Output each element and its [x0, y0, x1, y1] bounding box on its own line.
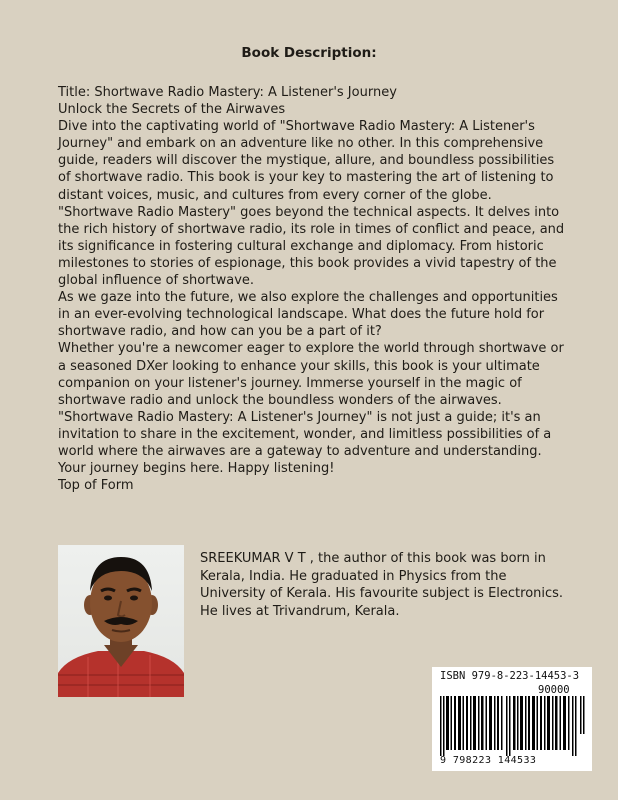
- closing-line: Your journey begins here. Happy listening!: [58, 461, 335, 477]
- description-paragraph: As we gaze into the future, we also explore the challenges and opportunities in an ever-evolving technological landscape. What does the future hold for shortwave radio, and how can you be a part of it?: [58, 290, 558, 340]
- description-paragraph: Whether you're a newcomer eager to explore the world through shortwave or a seasoned DXer looking to enhance your skills, this book is your ultimate companion on your listener's journey. Immerse yourself in the magic of shortwave radio and unlock the boundless wonders of the airwaves.: [58, 341, 564, 408]
- top-of-form-text: Top of Form: [58, 478, 134, 494]
- isbn-barcode: [432, 667, 592, 771]
- tagline: Unlock the Secrets of the Airwaves: [58, 102, 286, 118]
- description-paragraph: "Shortwave Radio Mastery" goes beyond the technical aspects. It delves into the rich history of shortwave radio, its role in times of conflict and peace, and its significance in fostering cultural exchange and diplomacy. From historic milestones to stories of espionage, this book provides a vivid tapestry of the global influence of shortwave.: [58, 204, 565, 289]
- book-description-heading: Book Description:: [241, 45, 377, 61]
- barcode-bars: [438, 696, 586, 756]
- author-bio: SREEKUMAR V T , the author of this book was born in Kerala, India. He graduated in Physics from the University of Kerala. His favourite subject is Electronics. He lives at Trivandrum, Kerala.: [200, 551, 564, 619]
- ean-digits: 9 798223 144533: [440, 755, 537, 766]
- author-photo: [58, 545, 184, 697]
- book-description-text: [58, 84, 568, 494]
- description-paragraph: "Shortwave Radio Mastery: A Listener's Journey" is not just a guide; it's an invitation to share in the excitement, wonder, and limitless possibilities of a world where the airwaves are a gateway to adventure and understanding.: [58, 409, 552, 459]
- description-paragraph: Dive into the captivating world of "Shortwave Radio Mastery: A Listener's Journey" and embark on an adventure like no other. In this comprehensive guide, readers will discover the mystique, allure, and boundless possibilities of shortwave radio. This book is your key to mastering the art of listening to distant voices, music, and cultures from every corner of the globe.: [58, 119, 555, 203]
- price-code: 90000: [538, 684, 570, 696]
- isbn-label: ISBN 979-8-223-14453-3: [440, 670, 580, 682]
- title-line: Title: Shortwave Radio Mastery: A Listener's Journey: [58, 85, 397, 100]
